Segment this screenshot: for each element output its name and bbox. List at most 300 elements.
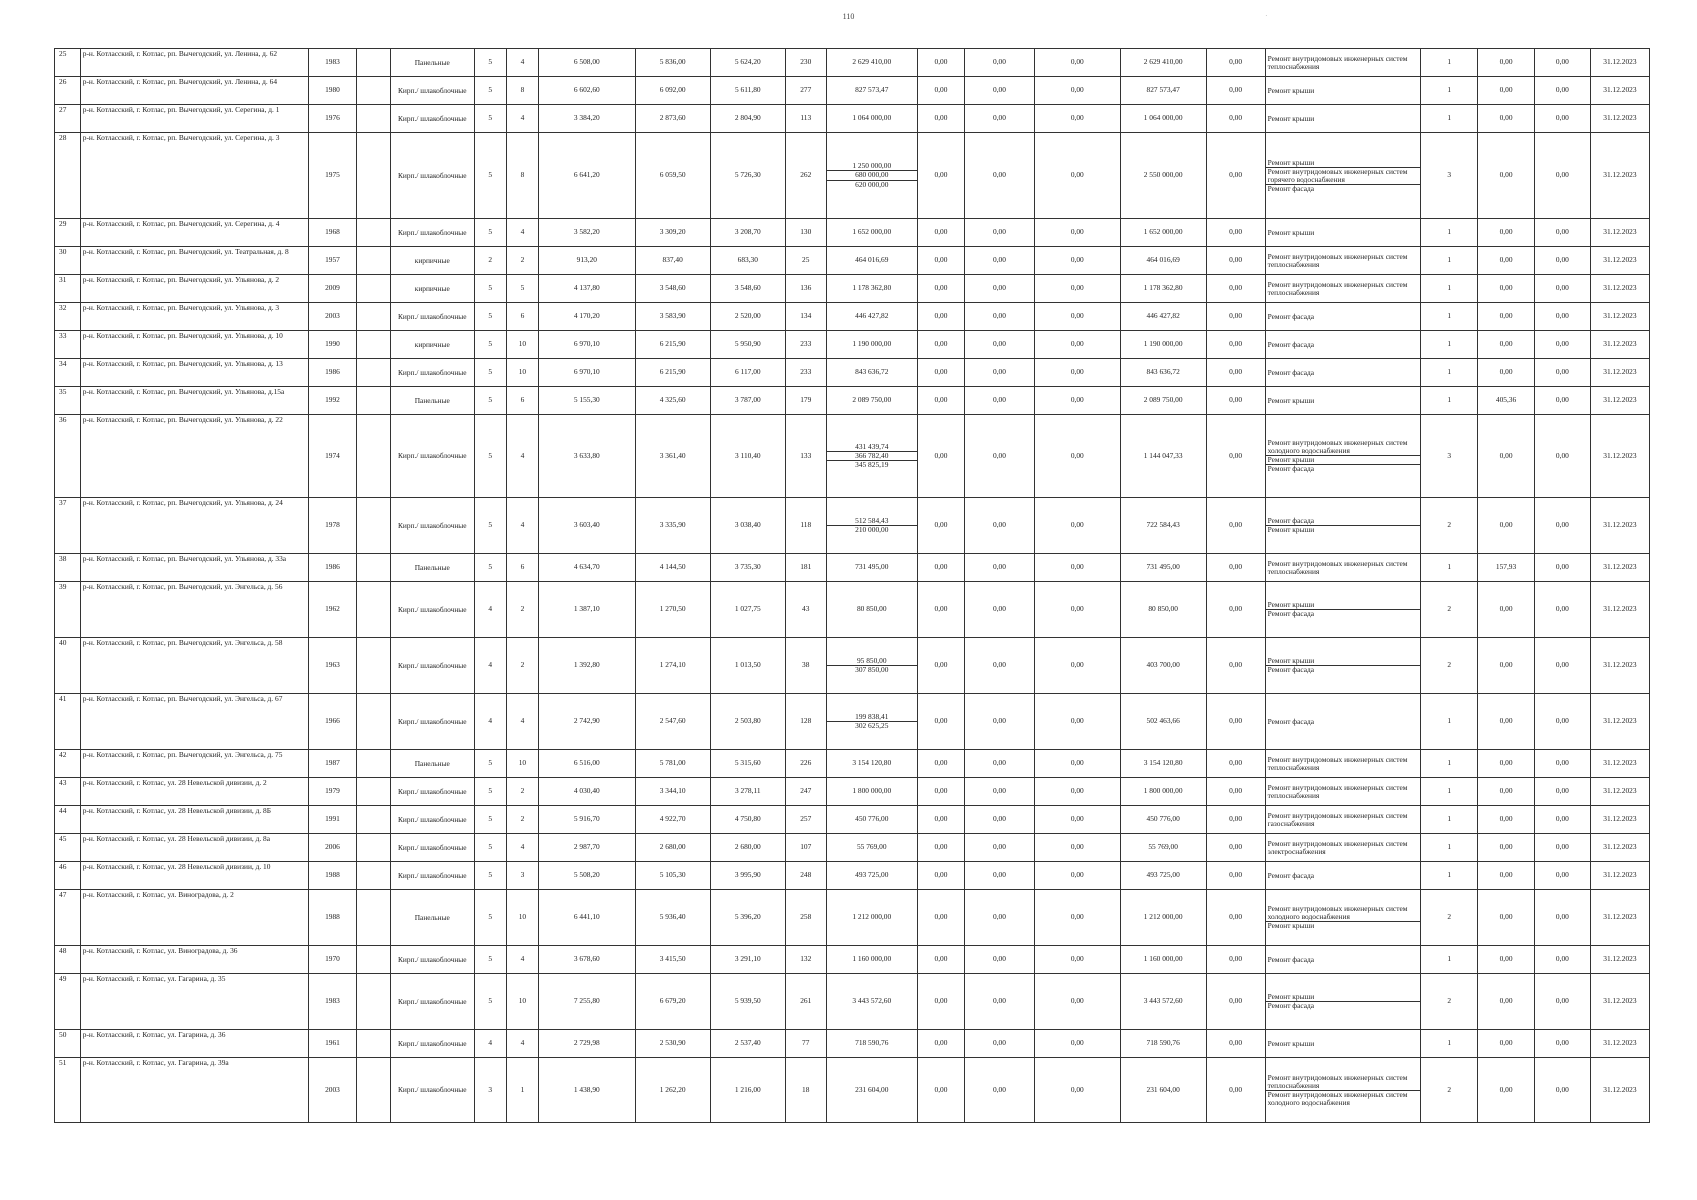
fund-cell-2: 0,00 xyxy=(965,862,1035,890)
living-area-cell: 5 105,30 xyxy=(635,862,710,890)
fund-cell-1: 0,00 xyxy=(917,974,964,1030)
fund-cell-3: 0,00 xyxy=(1034,105,1120,133)
table-body xyxy=(55,49,1650,1123)
limit-cost-cell: 0,00 xyxy=(1534,750,1590,778)
fund-cell-4: 0,00 xyxy=(1206,1030,1265,1058)
table-row xyxy=(55,331,1650,359)
residential-area-cell: 2 503,80 xyxy=(710,694,785,750)
row-number: 25 xyxy=(55,49,81,77)
work-cost-cell xyxy=(826,1030,917,1058)
fund-cell-4: 0,00 xyxy=(1206,582,1265,638)
total-cost-cell: 403 700,00 xyxy=(1120,638,1206,694)
total-area-cell: 6 516,00 xyxy=(539,750,636,778)
year-cell: 2006 xyxy=(309,834,356,862)
limit-cost-cell: 0,00 xyxy=(1534,890,1590,946)
total-cost-cell: 450 776,00 xyxy=(1120,806,1206,834)
empty-cell xyxy=(356,1058,390,1123)
total-cost-cell: 2 550 000,00 xyxy=(1120,133,1206,219)
fund-cell-2: 0,00 xyxy=(965,105,1035,133)
entrances-cell: 2 xyxy=(506,582,538,638)
work-cost-cell-item: 1 212 000,00 xyxy=(852,912,892,922)
repair-register-table xyxy=(54,48,1650,1123)
living-area-cell: 1 270,50 xyxy=(635,582,710,638)
wall-material-cell: Кирп./ шлакоблочные xyxy=(390,498,474,554)
fund-cell-4: 0,00 xyxy=(1206,275,1265,303)
floors-cell: 5 xyxy=(474,946,506,974)
fund-cell-1: 0,00 xyxy=(917,582,964,638)
row-number: 34 xyxy=(55,359,81,387)
address-cell: р-н. Котласский, г. Котлас, ул. Гагарина, д. 35 xyxy=(80,974,309,1030)
total-area-cell: 3 603,40 xyxy=(539,498,636,554)
fund-cell-4: 0,00 xyxy=(1206,806,1265,834)
fund-cell-4: 0,00 xyxy=(1206,974,1265,1030)
limit-cost-cell: 0,00 xyxy=(1534,303,1590,331)
deadline-cell: 31.12.2023 xyxy=(1590,359,1649,387)
empty-cell xyxy=(356,387,390,415)
work-type-cell: Ремонт внутридомовых инженерных систем электроснабжения xyxy=(1265,834,1421,862)
empty-cell xyxy=(356,862,390,890)
entrances-cell: 2 xyxy=(506,247,538,275)
year-cell: 1979 xyxy=(309,778,356,806)
empty-cell xyxy=(356,890,390,946)
floors-cell: 4 xyxy=(474,582,506,638)
limit-cost-cell: 0,00 xyxy=(1534,638,1590,694)
fund-cell-1: 0,00 xyxy=(917,303,964,331)
specific-cost-cell: 0,00 xyxy=(1478,694,1535,750)
wall-material-cell: Панельные xyxy=(390,49,474,77)
fund-cell-4: 0,00 xyxy=(1206,638,1265,694)
works-count-cell: 1 xyxy=(1421,331,1478,359)
fund-cell-2: 0,00 xyxy=(965,974,1035,1030)
residents-cell: 179 xyxy=(785,387,826,415)
deadline-cell: 31.12.2023 xyxy=(1590,806,1649,834)
fund-cell-3: 0,00 xyxy=(1034,750,1120,778)
limit-cost-cell: 0,00 xyxy=(1534,77,1590,105)
work-type-cell: Ремонт внутридомовых инженерных систем теплоснабжения xyxy=(1265,554,1421,582)
work-type-cell-item: Ремонт внутридомовых инженерных систем холодного водоснабжения xyxy=(1266,1090,1421,1107)
works-count-cell: 1 xyxy=(1421,247,1478,275)
row-number: 37 xyxy=(55,498,81,554)
work-cost-cell-item: 620 000,00 xyxy=(827,180,917,189)
residents-cell: 247 xyxy=(785,778,826,806)
fund-cell-1: 0,00 xyxy=(917,1058,964,1123)
floors-cell: 5 xyxy=(474,331,506,359)
work-cost-cell-item: 450 776,00 xyxy=(855,814,889,824)
work-cost-cell xyxy=(826,750,917,778)
living-area-cell: 4 922,70 xyxy=(635,806,710,834)
work-cost-cell xyxy=(826,806,917,834)
fund-cell-1: 0,00 xyxy=(917,49,964,77)
total-area-cell: 1 438,90 xyxy=(539,1058,636,1123)
fund-cell-3: 0,00 xyxy=(1034,890,1120,946)
address-cell: р-н. Котласский, г. Котлас, ул. Виноградова, д. 2 xyxy=(80,890,309,946)
deadline-cell: 31.12.2023 xyxy=(1590,275,1649,303)
residential-area-cell: 5 611,80 xyxy=(710,77,785,105)
limit-cost-cell: 0,00 xyxy=(1534,1058,1590,1123)
fund-cell-1: 0,00 xyxy=(917,750,964,778)
address-cell: р-н. Котласский, г. Котлас, ул. Виноградова, д. 36 xyxy=(80,946,309,974)
entrances-cell: 6 xyxy=(506,387,538,415)
total-cost-cell: 1 800 000,00 xyxy=(1120,778,1206,806)
address-cell: р-н. Котласский, г. Котлас, рп. Вычегодский, ул. Энгельса, д. 56 xyxy=(80,582,309,638)
residential-area-cell: 683,30 xyxy=(710,247,785,275)
work-cost-cell-item: 1 190 000,00 xyxy=(852,339,892,349)
wall-material-cell: Кирп./ шлакоблочные xyxy=(390,778,474,806)
works-count-cell: 1 xyxy=(1421,778,1478,806)
work-type-cell-item: Ремонт внутридомовых инженерных систем холодного водоснабжения xyxy=(1267,438,1408,455)
specific-cost-cell: 0,00 xyxy=(1478,778,1535,806)
works-count-cell: 1 xyxy=(1421,806,1478,834)
deadline-cell: 31.12.2023 xyxy=(1590,219,1649,247)
work-cost-cell xyxy=(826,415,917,498)
floors-cell: 5 xyxy=(474,778,506,806)
residents-cell: 43 xyxy=(785,582,826,638)
residential-area-cell: 2 520,00 xyxy=(710,303,785,331)
work-type-cell xyxy=(1265,498,1421,554)
deadline-cell: 31.12.2023 xyxy=(1590,638,1649,694)
limit-cost-cell: 0,00 xyxy=(1534,834,1590,862)
year-cell: 2003 xyxy=(309,303,356,331)
work-cost-cell-item: 493 725,00 xyxy=(855,870,889,880)
work-type-cell: Ремонт внутридомовых инженерных систем теплоснабжения xyxy=(1265,750,1421,778)
residential-area-cell: 3 787,00 xyxy=(710,387,785,415)
row-number: 26 xyxy=(55,77,81,105)
limit-cost-cell: 0,00 xyxy=(1534,49,1590,77)
empty-cell xyxy=(356,1030,390,1058)
fund-cell-4: 0,00 xyxy=(1206,946,1265,974)
total-cost-cell: 231 604,00 xyxy=(1120,1058,1206,1123)
total-area-cell: 6 441,10 xyxy=(539,890,636,946)
empty-cell xyxy=(356,105,390,133)
deadline-cell: 31.12.2023 xyxy=(1590,694,1649,750)
residents-cell: 18 xyxy=(785,1058,826,1123)
address-cell: р-н. Котласский, г. Котлас, рп. Вычегодский, ул. Ульянова, д. 10 xyxy=(80,331,309,359)
residents-cell: 130 xyxy=(785,219,826,247)
fund-cell-4: 0,00 xyxy=(1206,415,1265,498)
residential-area-cell: 5 939,50 xyxy=(710,974,785,1030)
row-number: 43 xyxy=(55,778,81,806)
work-cost-cell-item: 827 573,47 xyxy=(855,85,889,95)
fund-cell-4: 0,00 xyxy=(1206,694,1265,750)
work-cost-cell xyxy=(826,694,917,750)
address-cell: р-н. Котласский, г. Котлас, рп. Вычегодский, ул. Ленина, д. 62 xyxy=(80,49,309,77)
specific-cost-cell: 0,00 xyxy=(1478,582,1535,638)
work-cost-cell-item: 80 850,00 xyxy=(856,604,887,614)
limit-cost-cell: 0,00 xyxy=(1534,275,1590,303)
deadline-cell: 31.12.2023 xyxy=(1590,415,1649,498)
wall-material-cell: Кирп./ шлакоблочные xyxy=(390,77,474,105)
year-cell: 1978 xyxy=(309,498,356,554)
residential-area-cell: 3 038,40 xyxy=(710,498,785,554)
work-cost-cell-item: 2 089 750,00 xyxy=(852,395,892,405)
wall-material-cell: Кирп./ шлакоблочные xyxy=(390,415,474,498)
wall-material-cell: Кирп./ шлакоблочные xyxy=(390,359,474,387)
address-cell: р-н. Котласский, г. Котлас, рп. Вычегодский, ул. Ульянова, д. 13 xyxy=(80,359,309,387)
living-area-cell: 3 415,50 xyxy=(635,946,710,974)
fund-cell-4: 0,00 xyxy=(1206,834,1265,862)
floors-cell: 5 xyxy=(474,275,506,303)
work-cost-cell xyxy=(826,133,917,219)
wall-material-cell: Кирп./ шлакоблочные xyxy=(390,1030,474,1058)
year-cell: 1983 xyxy=(309,974,356,1030)
fund-cell-2: 0,00 xyxy=(965,331,1035,359)
living-area-cell: 3 361,40 xyxy=(635,415,710,498)
floors-cell: 4 xyxy=(474,638,506,694)
total-cost-cell: 722 584,43 xyxy=(1120,498,1206,554)
row-number: 51 xyxy=(55,1058,81,1123)
fund-cell-2: 0,00 xyxy=(965,219,1035,247)
residents-cell: 113 xyxy=(785,105,826,133)
work-cost-cell-item: 1 250 000,00 xyxy=(852,161,892,171)
total-area-cell: 2 729,98 xyxy=(539,1030,636,1058)
work-cost-cell-item: 302 625,25 xyxy=(827,721,917,730)
work-cost-cell xyxy=(826,1058,917,1123)
fund-cell-4: 0,00 xyxy=(1206,750,1265,778)
work-type-cell-item: Ремонт крыши xyxy=(1266,921,1421,930)
fund-cell-1: 0,00 xyxy=(917,1030,964,1058)
total-cost-cell: 493 725,00 xyxy=(1120,862,1206,890)
table-row xyxy=(55,1058,1650,1123)
year-cell: 1974 xyxy=(309,415,356,498)
address-cell: р-н. Котласский, г. Котлас, ул. 28 Невельской дивизии, д. 2 xyxy=(80,778,309,806)
fund-cell-2: 0,00 xyxy=(965,778,1035,806)
fund-cell-3: 0,00 xyxy=(1034,1030,1120,1058)
fund-cell-2: 0,00 xyxy=(965,890,1035,946)
specific-cost-cell: 0,00 xyxy=(1478,974,1535,1030)
residents-cell: 262 xyxy=(785,133,826,219)
residential-area-cell: 3 735,30 xyxy=(710,554,785,582)
address-cell: р-н. Котласский, г. Котлас, ул. 28 Невельской дивизии, д. 8Б xyxy=(80,806,309,834)
living-area-cell: 3 335,90 xyxy=(635,498,710,554)
row-number: 39 xyxy=(55,582,81,638)
total-area-cell: 6 970,10 xyxy=(539,359,636,387)
work-cost-cell-item: 1 160 000,00 xyxy=(852,954,892,964)
total-cost-cell: 731 495,00 xyxy=(1120,554,1206,582)
year-cell: 1983 xyxy=(309,49,356,77)
work-cost-cell xyxy=(826,638,917,694)
residents-cell: 77 xyxy=(785,1030,826,1058)
limit-cost-cell: 0,00 xyxy=(1534,946,1590,974)
year-cell: 1992 xyxy=(309,387,356,415)
fund-cell-2: 0,00 xyxy=(965,946,1035,974)
table-row xyxy=(55,974,1650,1030)
year-cell: 1970 xyxy=(309,946,356,974)
fund-cell-3: 0,00 xyxy=(1034,331,1120,359)
wall-material-cell: Кирп./ шлакоблочные xyxy=(390,806,474,834)
entrances-cell: 4 xyxy=(506,219,538,247)
table-row xyxy=(55,582,1650,638)
works-count-cell: 1 xyxy=(1421,77,1478,105)
deadline-cell: 31.12.2023 xyxy=(1590,133,1649,219)
address-cell: р-н. Котласский, г. Котлас, рп. Вычегодский, ул. Ленина, д. 64 xyxy=(80,77,309,105)
deadline-cell: 31.12.2023 xyxy=(1590,890,1649,946)
limit-cost-cell: 0,00 xyxy=(1534,554,1590,582)
table-row xyxy=(55,247,1650,275)
work-cost-cell xyxy=(826,498,917,554)
row-number: 27 xyxy=(55,105,81,133)
register-table-container xyxy=(54,48,1650,1123)
fund-cell-1: 0,00 xyxy=(917,105,964,133)
work-cost-cell-item: 55 769,00 xyxy=(856,842,887,852)
work-type-cell: Ремонт фасада xyxy=(1265,694,1421,750)
total-area-cell: 5 508,20 xyxy=(539,862,636,890)
works-count-cell: 2 xyxy=(1421,1058,1478,1123)
work-type-cell: Ремонт внутридомовых инженерных систем газоснабжения xyxy=(1265,806,1421,834)
residential-area-cell: 3 110,40 xyxy=(710,415,785,498)
specific-cost-cell: 0,00 xyxy=(1478,77,1535,105)
fund-cell-4: 0,00 xyxy=(1206,49,1265,77)
residents-cell: 25 xyxy=(785,247,826,275)
wall-material-cell: Кирп./ шлакоблочные xyxy=(390,105,474,133)
year-cell: 1986 xyxy=(309,359,356,387)
entrances-cell: 3 xyxy=(506,862,538,890)
entrances-cell: 2 xyxy=(506,806,538,834)
fund-cell-1: 0,00 xyxy=(917,247,964,275)
works-count-cell: 1 xyxy=(1421,946,1478,974)
table-row xyxy=(55,946,1650,974)
fund-cell-1: 0,00 xyxy=(917,219,964,247)
works-count-cell: 1 xyxy=(1421,105,1478,133)
address-cell: р-н. Котласский, г. Котлас, рп. Вычегодский, ул. Ульянова, д. 24 xyxy=(80,498,309,554)
limit-cost-cell: 0,00 xyxy=(1534,387,1590,415)
work-type-cell: Ремонт фасада xyxy=(1265,303,1421,331)
wall-material-cell: Кирп./ шлакоблочные xyxy=(390,1058,474,1123)
total-area-cell: 3 582,20 xyxy=(539,219,636,247)
fund-cell-3: 0,00 xyxy=(1034,946,1120,974)
floors-cell: 5 xyxy=(474,806,506,834)
fund-cell-4: 0,00 xyxy=(1206,359,1265,387)
entrances-cell: 10 xyxy=(506,331,538,359)
entrances-cell: 10 xyxy=(506,890,538,946)
wall-material-cell: кирпичные xyxy=(390,247,474,275)
wall-material-cell: Кирп./ шлакоблочные xyxy=(390,133,474,219)
fund-cell-1: 0,00 xyxy=(917,694,964,750)
fund-cell-1: 0,00 xyxy=(917,133,964,219)
row-number: 40 xyxy=(55,638,81,694)
address-cell: р-н. Котласский, г. Котлас, рп. Вычегодский, ул. Серегина, д. 1 xyxy=(80,105,309,133)
row-number: 48 xyxy=(55,946,81,974)
fund-cell-3: 0,00 xyxy=(1034,554,1120,582)
floors-cell: 5 xyxy=(474,105,506,133)
fund-cell-3: 0,00 xyxy=(1034,806,1120,834)
total-area-cell: 5 916,70 xyxy=(539,806,636,834)
total-area-cell: 4 030,40 xyxy=(539,778,636,806)
entrances-cell: 4 xyxy=(506,1030,538,1058)
residents-cell: 181 xyxy=(785,554,826,582)
total-cost-cell: 1 212 000,00 xyxy=(1120,890,1206,946)
fund-cell-3: 0,00 xyxy=(1034,219,1120,247)
work-type-cell-item: Ремонт фасада xyxy=(1266,464,1421,473)
work-cost-cell xyxy=(826,105,917,133)
fund-cell-3: 0,00 xyxy=(1034,415,1120,498)
fund-cell-3: 0,00 xyxy=(1034,638,1120,694)
living-area-cell: 2 680,00 xyxy=(635,834,710,862)
deadline-cell: 31.12.2023 xyxy=(1590,862,1649,890)
fund-cell-1: 0,00 xyxy=(917,498,964,554)
total-cost-cell: 502 463,66 xyxy=(1120,694,1206,750)
work-cost-cell-item: 345 825,19 xyxy=(827,460,917,469)
table-row xyxy=(55,105,1650,133)
fund-cell-2: 0,00 xyxy=(965,247,1035,275)
deadline-cell: 31.12.2023 xyxy=(1590,387,1649,415)
specific-cost-cell: 0,00 xyxy=(1478,862,1535,890)
residential-area-cell: 3 208,70 xyxy=(710,219,785,247)
fund-cell-3: 0,00 xyxy=(1034,387,1120,415)
empty-cell xyxy=(356,275,390,303)
residential-area-cell: 5 315,60 xyxy=(710,750,785,778)
empty-cell xyxy=(356,974,390,1030)
empty-cell xyxy=(356,303,390,331)
specific-cost-cell: 0,00 xyxy=(1478,806,1535,834)
fund-cell-2: 0,00 xyxy=(965,834,1035,862)
table-row xyxy=(55,694,1650,750)
floors-cell: 5 xyxy=(474,387,506,415)
floors-cell: 4 xyxy=(474,1030,506,1058)
work-cost-cell-item: 680 000,00 xyxy=(827,170,917,179)
year-cell: 1986 xyxy=(309,554,356,582)
residential-area-cell: 5 624,20 xyxy=(710,49,785,77)
fund-cell-4: 0,00 xyxy=(1206,303,1265,331)
living-area-cell: 2 547,60 xyxy=(635,694,710,750)
deadline-cell: 31.12.2023 xyxy=(1590,105,1649,133)
work-type-cell xyxy=(1265,133,1421,219)
total-area-cell: 1 387,10 xyxy=(539,582,636,638)
work-cost-cell-item: 718 590,76 xyxy=(855,1038,889,1048)
address-cell: р-н. Котласский, г. Котлас, ул. 28 Невельской дивизии, д. 8а xyxy=(80,834,309,862)
work-cost-cell-item: 366 782,40 xyxy=(827,451,917,460)
fund-cell-4: 0,00 xyxy=(1206,105,1265,133)
total-area-cell: 6 602,60 xyxy=(539,77,636,105)
total-area-cell: 4 137,80 xyxy=(539,275,636,303)
residential-area-cell: 3 278,11 xyxy=(710,778,785,806)
total-cost-cell: 2 629 410,00 xyxy=(1120,49,1206,77)
deadline-cell: 31.12.2023 xyxy=(1590,554,1649,582)
fund-cell-1: 0,00 xyxy=(917,415,964,498)
residents-cell: 133 xyxy=(785,415,826,498)
work-cost-cell xyxy=(826,974,917,1030)
limit-cost-cell: 0,00 xyxy=(1534,806,1590,834)
deadline-cell: 31.12.2023 xyxy=(1590,778,1649,806)
works-count-cell: 2 xyxy=(1421,638,1478,694)
wall-material-cell: Кирп./ шлакоблочные xyxy=(390,974,474,1030)
limit-cost-cell: 0,00 xyxy=(1534,105,1590,133)
address-cell: р-н. Котласский, г. Котлас, рп. Вычегодский, ул. Ульянова, д. 3 xyxy=(80,303,309,331)
specific-cost-cell: 0,00 xyxy=(1478,133,1535,219)
specific-cost-cell: 0,00 xyxy=(1478,359,1535,387)
year-cell: 1975 xyxy=(309,133,356,219)
limit-cost-cell: 0,00 xyxy=(1534,219,1590,247)
works-count-cell: 2 xyxy=(1421,498,1478,554)
fund-cell-4: 0,00 xyxy=(1206,890,1265,946)
entrances-cell: 6 xyxy=(506,554,538,582)
total-cost-cell: 827 573,47 xyxy=(1120,77,1206,105)
fund-cell-1: 0,00 xyxy=(917,834,964,862)
wall-material-cell: кирпичные xyxy=(390,331,474,359)
fund-cell-3: 0,00 xyxy=(1034,582,1120,638)
work-cost-cell-item: 1 652 000,00 xyxy=(852,227,892,237)
work-type-cell: Ремонт внутридомовых инженерных систем теплоснабжения xyxy=(1265,275,1421,303)
fund-cell-1: 0,00 xyxy=(917,275,964,303)
row-number: 49 xyxy=(55,974,81,1030)
entrances-cell: 8 xyxy=(506,133,538,219)
residents-cell: 132 xyxy=(785,946,826,974)
row-number: 36 xyxy=(55,415,81,498)
work-cost-cell xyxy=(826,219,917,247)
living-area-cell: 837,40 xyxy=(635,247,710,275)
wall-material-cell: Кирп./ шлакоблочные xyxy=(390,946,474,974)
work-type-cell-item: Ремонт внутридомовых инженерных систем горячего водоснабжения xyxy=(1266,167,1421,184)
fund-cell-3: 0,00 xyxy=(1034,77,1120,105)
